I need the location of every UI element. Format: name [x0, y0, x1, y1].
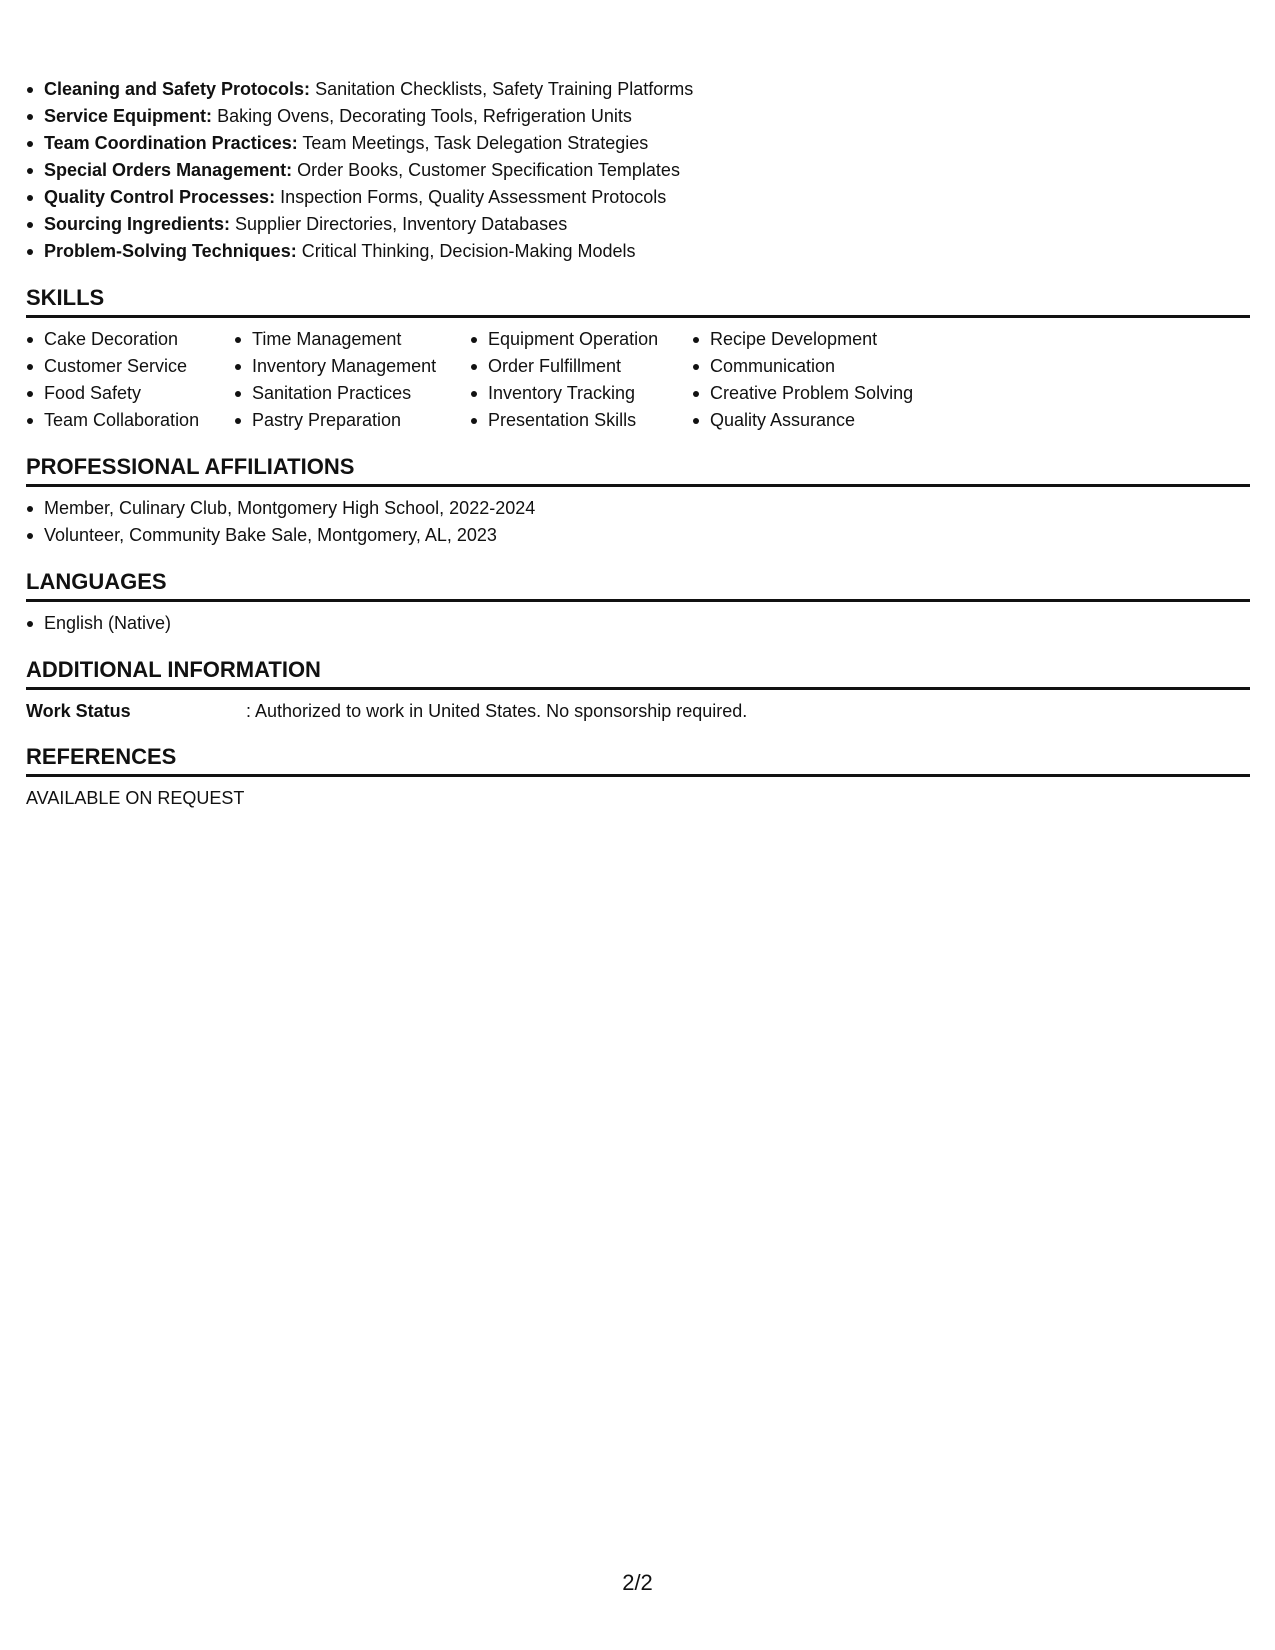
list-item [26, 238, 1250, 265]
tool-values: Baking Ovens, Decorating Tools, Refrigeration Units [217, 106, 632, 126]
list-item: Equipment Operation [470, 326, 668, 353]
tool-category: Cleaning and Safety Protocols: [44, 79, 311, 99]
tool-values: Order Books, Customer Specification Templates [297, 160, 680, 180]
list-item [26, 130, 1250, 157]
list-item: Recipe Development [692, 326, 932, 353]
section-title-skills: SKILLS [26, 285, 1250, 318]
tool-category: Special Orders Management: [44, 160, 293, 180]
skills-section [26, 285, 1250, 434]
languages-section [26, 569, 1250, 637]
tool-values: Critical Thinking, Decision-Making Models [301, 241, 636, 261]
list-item: Volunteer, Community Bake Sale, Montgomery, AL, 2023 [26, 522, 1250, 549]
tool-values: Supplier Directories, Inventory Databases [235, 214, 568, 234]
additional-info-section [26, 657, 1250, 724]
section-title-affiliations: PROFESSIONAL AFFILIATIONS [26, 454, 1250, 487]
list-item: Member, Culinary Club, Montgomery High School, 2022-2024 [26, 495, 1250, 522]
tool-values: Team Meetings, Task Delegation Strategies [302, 133, 649, 153]
languages-list [26, 602, 1250, 637]
work-status-label: Work Status [26, 701, 131, 721]
skills-column [692, 326, 932, 434]
affiliations-section [26, 454, 1250, 549]
list-item: Quality Assurance [692, 407, 932, 434]
tools-list [26, 76, 1250, 265]
skills-column [470, 326, 668, 434]
affiliations-list [26, 487, 1250, 549]
list-item: Presentation Skills [470, 407, 668, 434]
references-text: AVAILABLE ON REQUEST [26, 788, 245, 808]
list-item: Team Collaboration [26, 407, 210, 434]
list-item: Creative Problem Solving [692, 380, 932, 407]
list-item [26, 103, 1250, 130]
tool-category: Problem-Solving Techniques: [44, 241, 297, 261]
list-item: Communication [692, 353, 932, 380]
tool-category: Team Coordination Practices: [44, 133, 298, 153]
skills-grid [26, 318, 1250, 434]
list-item: Customer Service [26, 353, 210, 380]
list-item: Food Safety [26, 380, 210, 407]
resume-page [26, 76, 1250, 811]
tool-values: Sanitation Checklists, Safety Training Platforms [315, 79, 694, 99]
list-item: Inventory Tracking [470, 380, 668, 407]
page-number: 2/2 [622, 1570, 653, 1595]
section-title-additional: ADDITIONAL INFORMATION [26, 657, 1250, 690]
list-item: Time Management [234, 326, 446, 353]
list-item: Cake Decoration [26, 326, 210, 353]
section-title-references: REFERENCES [26, 744, 1250, 777]
work-status-value: : Authorized to work in United States. No sponsorship required. [246, 701, 748, 721]
list-item: Order Fulfillment [470, 353, 668, 380]
list-item: Pastry Preparation [234, 407, 446, 434]
list-item: English (Native) [26, 610, 1250, 637]
list-item [26, 211, 1250, 238]
tool-category: Quality Control Processes: [44, 187, 276, 207]
tool-values: Inspection Forms, Quality Assessment Protocols [280, 187, 667, 207]
tool-category: Sourcing Ingredients: [44, 214, 231, 234]
references-section [26, 744, 1250, 811]
section-title-languages: LANGUAGES [26, 569, 1250, 602]
list-item [26, 157, 1250, 184]
tool-category: Service Equipment: [44, 106, 213, 126]
list-item [26, 76, 1250, 103]
list-item: Inventory Management [234, 353, 446, 380]
list-item [26, 184, 1250, 211]
skills-column [234, 326, 446, 434]
list-item: Sanitation Practices [234, 380, 446, 407]
work-status-row [26, 690, 1250, 724]
skills-column [26, 326, 210, 434]
